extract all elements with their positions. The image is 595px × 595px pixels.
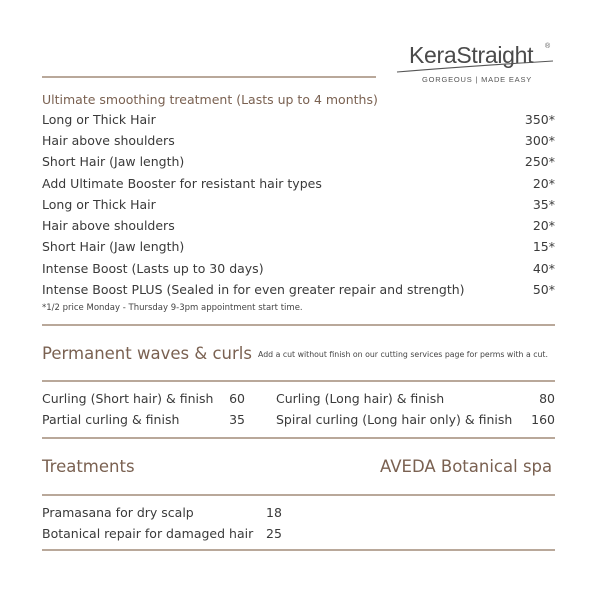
treatment-item-label: Botanical repair for damaged hair (42, 526, 254, 541)
item-label: Intense Boost PLUS (Sealed in for even greater repair and strength) (42, 281, 465, 297)
price-row (42, 194, 555, 214)
perm-item-label: Spiral curling (Long hair only) & finish (276, 412, 513, 427)
item-label: Intense Boost (Lasts up to 30 days) (42, 260, 264, 276)
logo-tagline: GORGEOUS | MADE EASY (422, 75, 533, 84)
item-price: 35* (532, 196, 555, 212)
perm-item-label: Curling (Long hair) & finish (276, 391, 445, 406)
item-label: Short Hair (Jaw length) (42, 238, 185, 254)
logo-swoosh-icon (395, 60, 555, 74)
section-divider (42, 380, 555, 382)
section-divider (42, 437, 555, 439)
treatment-item-price: 18 (266, 505, 282, 520)
perm-item-price: 80 (539, 391, 555, 406)
perm-item-price: 160 (531, 412, 555, 427)
section-divider (42, 494, 555, 496)
item-label: Add Ultimate Booster for resistant hair types (42, 175, 322, 191)
item-price: 50* (532, 281, 555, 297)
item-label: Long or Thick Hair (42, 111, 156, 127)
item-price: 300* (524, 132, 555, 148)
item-price: 350* (524, 111, 555, 127)
price-row (42, 151, 555, 171)
item-price: 15* (532, 238, 555, 254)
treatment-item-label: Pramasana for dry scalp (42, 505, 194, 520)
keratin-heading: Ultimate smoothing treatment (Lasts up to 4 months) (42, 92, 378, 107)
item-label: Hair above shoulders (42, 132, 175, 148)
perm-item-price: 35 (229, 412, 245, 427)
section-divider (42, 324, 555, 326)
discount-footnote: *1/2 price Monday - Thursday 9-3pm appointment start time. (42, 303, 303, 313)
perms-note: Add a cut without finish on our cutting services page for perms with a cut. (258, 350, 548, 359)
perm-item-price: 60 (229, 391, 245, 406)
item-price: 250* (524, 153, 555, 169)
logo-registered-mark: ® (545, 43, 551, 50)
price-row (42, 279, 555, 299)
price-row (42, 173, 555, 193)
price-row (42, 236, 555, 256)
item-price: 20* (532, 175, 555, 191)
aveda-title: AVEDA Botanical spa (380, 457, 553, 476)
item-label: Long or Thick Hair (42, 196, 156, 212)
price-row (42, 258, 555, 278)
perms-title: Permanent waves & curls (42, 344, 252, 363)
top-divider (42, 76, 376, 78)
section-divider (42, 549, 555, 551)
item-label: Hair above shoulders (42, 217, 175, 233)
price-row (42, 130, 555, 150)
item-label: Short Hair (Jaw length) (42, 153, 185, 169)
price-row (42, 109, 555, 129)
price-row (42, 215, 555, 235)
logo-wordmark: KeraStraight (409, 42, 534, 68)
treatment-item-price: 25 (266, 526, 282, 541)
item-price: 40* (532, 260, 555, 276)
item-price: 20* (532, 217, 555, 233)
perm-item-label: Curling (Short hair) & finish (42, 391, 214, 406)
treatments-title: Treatments (42, 457, 135, 476)
perm-item-label: Partial curling & finish (42, 412, 180, 427)
